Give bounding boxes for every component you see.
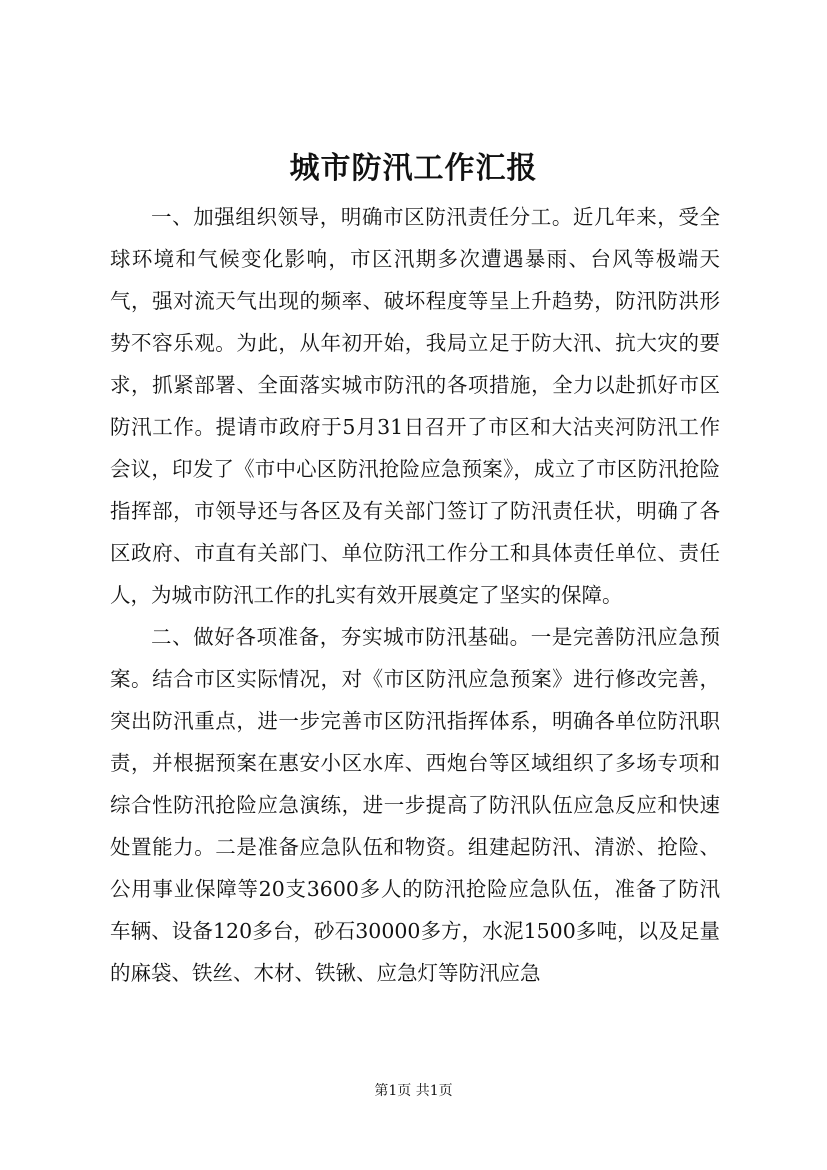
document-title: 城市防汛工作汇报 xyxy=(289,151,538,186)
paragraph-2: 二、做好各项准备，夯实城市防汛基础。一是完善防汛应急预案。结合市区实际情况，对《市区防汛应急预案》进行修改完善，突出防汛重点，进一步完善市区防汛指挥体系，明确各单位防汛职责，并根据预案在惠安小区水库、西炮台等区域组织了多场专项和综合性防汛抢险应急演练，进一步提高了防汛队伍应急反应和快速处置能力。二是准备应急队伍和物资。组建起防汛、清淤、抢险、公用事业保障等20支3600多人的防汛抢险应急队伍，准备了防汛车辆、设备120多台，砂石30000多方，水泥1500多吨，以及足量的麻袋、铁丝、木材、铁锹、应急灯等防汛应急 xyxy=(110,625,720,985)
paragraph-1: 一、加强组织领导，明确市区防汛责任分工。近几年来，受全球环境和气候变化影响，市区汛期多次遭遇暴雨、台风等极端天气，强对流天气出现的频率、破坏程度等呈上升趋势，防汛防洪形势不容乐观。为此，从年初开始，我局立足于防大汛、抗大灾的要求，抓紧部署、全面落实城市防汛的各项措施，全力以赴抓好市区防汛工作。提请市政府于5月31日召开了市区和大沽夹河防汛工作会议，印发了《市中心区防汛抢险应急预案》，成立了市区防汛抢险指挥部，市领导还与各区及有关部门签订了防汛责任状，明确了各区政府、市直有关部门、单位防汛工作分工和具体责任单位、责任人，为城市防汛工作的扎实有效开展奠定了坚实的保障。 xyxy=(110,205,720,607)
page-footer: 第1页 共1页 xyxy=(374,1083,453,1099)
document-body xyxy=(110,196,720,994)
